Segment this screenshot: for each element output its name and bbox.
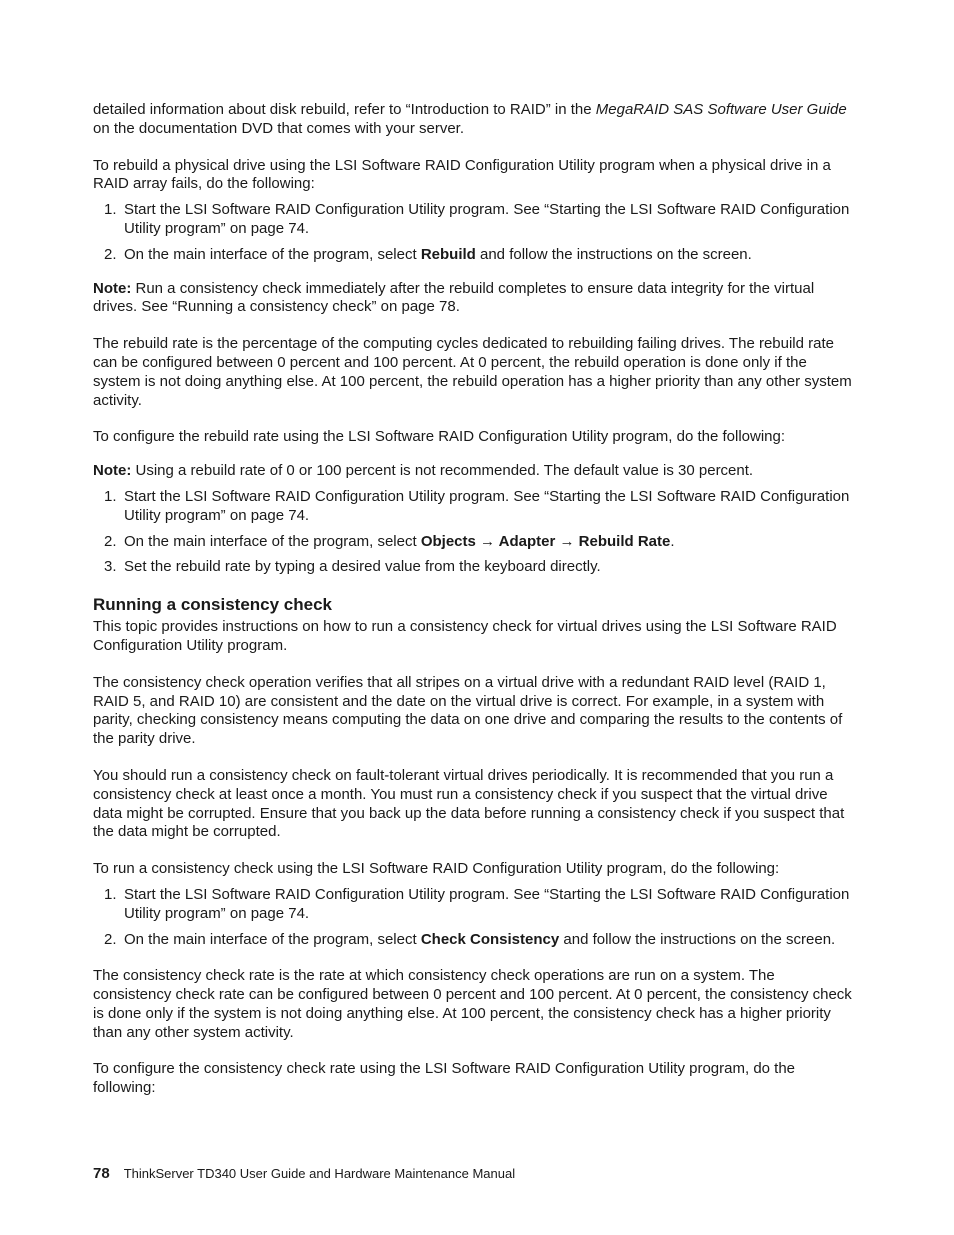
list-item: 3. Set the rebuild rate by typing a desired value from the keyboard directly.	[104, 558, 601, 576]
paragraph-rebuild-rate: The rebuild rate is the percentage of the computing cycles dedicated to rebuilding failing drives. The rebuild rate can be configured between 0 percent and 100 percent. At 0 percent, the rebuild operation is done only if the system is not doing anything else. At 100 percent, the rebuild operation has a higher priority than any other system activity.	[93, 335, 852, 409]
paragraph-consistency-rate: The consistency check rate is the rate at which consistency check operations are run on a system. The consistency check rate can be configured between 0 percent and 100 percent. At 0 percent, the consistency check is done only if the system is not doing anything else. At 100 percent, the consistency check has a higher priority than any other system activity.	[93, 967, 852, 1041]
paragraph-consistency-run-intro: To run a consistency check using the LSI Software RAID Configuration Utility program, do the following:	[93, 860, 780, 878]
paragraph-rebuild-reference: detailed information about disk rebuild, refer to “Introduction to RAID” in the MegaRAID SAS Software User Guide on the documentation DVD that comes with your server.	[93, 101, 847, 137]
note-rebuild-rate: Note: Using a rebuild rate of 0 or 100 percent is not recommended. The default value is 30 percent.	[93, 462, 754, 480]
list-item: 2. On the main interface of the program, select Objects → Adapter → Rebuild Rate.	[104, 532, 675, 550]
section-heading: Running a consistency check	[93, 595, 333, 615]
page-number: 78	[93, 1165, 110, 1182]
list-item: 1. Start the LSI Software RAID Configuration Utility program. See “Starting the LSI Software RAID Configuration Utility program” on page 74.	[104, 885, 850, 922]
page-footer	[93, 1165, 515, 1182]
paragraph-consistency-rate-intro: To configure the consistency check rate using the LSI Software RAID Configuration Utility program, do the following:	[93, 1060, 796, 1097]
paragraph-consistency-operation: The consistency check operation verifies that all stripes on a virtual drive with a redundant RAID level (RAID 1, RAID 5, and RAID 10) are consistent and the date on the virtual drive is correct. For example, in a system with parity, checking consistency means computing the data on one drive and comparing the results to the contents of the parity drive.	[93, 673, 843, 748]
list-item: 2. On the main interface of the program, select Rebuild and follow the instructions on the screen.	[104, 245, 752, 263]
rebuild-rate-steps-list	[93, 488, 853, 577]
consistency-steps-list	[93, 886, 853, 949]
rebuild-steps-list	[93, 201, 853, 264]
note-consistency: Note: Run a consistency check immediately after the rebuild completes to ensure data integrity for the virtual drives. See “Running a consistency check” on page 78.	[93, 279, 815, 316]
arrow-icon: →	[555, 532, 579, 550]
list-item: 2. On the main interface of the program, select Check Consistency and follow the instructions on the screen.	[104, 930, 836, 948]
paragraph-rebuild-rate-intro: To configure the rebuild rate using the LSI Software RAID Configuration Utility program, do the following:	[93, 428, 786, 446]
paragraph-consistency-recommendation: You should run a consistency check on fault-tolerant virtual drives periodically. It is recommended that you run a consistency check at least once a month. You must run a consistency check if you suspect that the virtual drive data might be corrupted. Ensure that you back up the data before running a consistency check if you suspect that the data might be corrupted.	[93, 766, 845, 841]
guide-title: MegaRAID SAS Software User Guide	[595, 101, 847, 118]
paragraph-rebuild-intro: To rebuild a physical drive using the LSI Software RAID Configuration Utility program when a physical drive in a RAID array fails, do the following:	[93, 156, 831, 193]
page-body	[93, 101, 853, 1098]
list-item: 1. Start the LSI Software RAID Configuration Utility program. See “Starting the LSI Software RAID Configuration Utility program” on page 74.	[104, 201, 850, 237]
footer-title: ThinkServer TD340 User Guide and Hardware Maintenance Manual	[123, 1166, 516, 1181]
paragraph-consistency-intro: This topic provides instructions on how to run a consistency check for virtual drives using the LSI Software RAID Configuration Utility program.	[93, 618, 837, 654]
list-item: 1. Start the LSI Software RAID Configuration Utility program. See “Starting the LSI Software RAID Configuration Utility program” on page 74.	[104, 487, 850, 524]
arrow-icon: →	[475, 532, 499, 550]
